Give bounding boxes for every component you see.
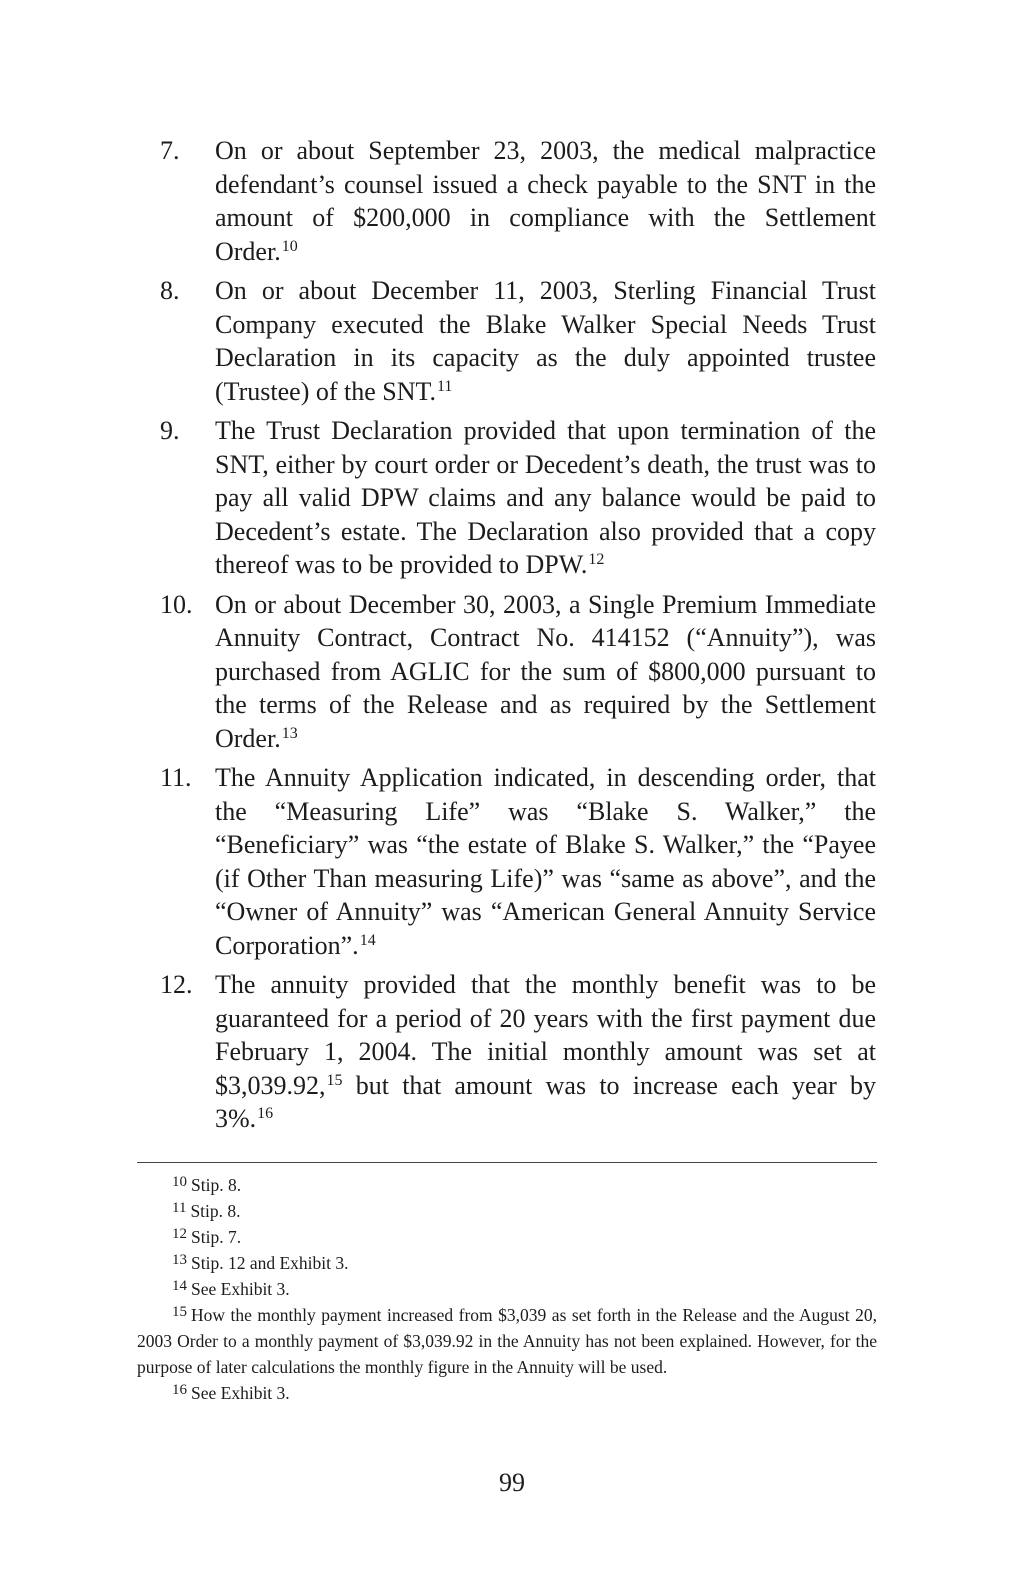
footnote-number: 11: [172, 1200, 187, 1216]
footnote-reference: 11: [436, 377, 453, 395]
footnote-reference: 15: [326, 1071, 343, 1089]
paragraph-text: [215, 968, 876, 1136]
paragraph-text: [215, 761, 876, 962]
footnote-text: See Exhibit 3.: [191, 1383, 290, 1403]
footnote-text: Stip. 8.: [190, 1201, 241, 1221]
footnote-number: 14: [172, 1278, 187, 1294]
footnote: [137, 1172, 877, 1198]
numbered-paragraphs: [160, 134, 876, 1142]
footnote-text: How the monthly payment increased from $3,039 as set forth in the Release and the August 20, 2003 Order to a monthly payment of $3,039.92 in the Annuity has not been explained. However, for the purpose of later calculations the monthly figure in the Annuity will be used.: [137, 1305, 877, 1377]
footnote-number: 16: [172, 1382, 187, 1398]
paragraph-text-segment: but that amount was to increase each year by 3%.: [215, 1070, 876, 1133]
paragraph-text: [215, 414, 876, 582]
numbered-paragraph: [160, 414, 876, 582]
footnote-number: 15: [172, 1304, 187, 1320]
paragraph-number: 11.: [160, 763, 192, 792]
footnote-number: 13: [172, 1252, 187, 1268]
footnote: [137, 1380, 877, 1406]
footnote: [137, 1276, 877, 1302]
footnote-number: 12: [172, 1226, 187, 1242]
page-number: 99: [499, 1468, 525, 1497]
footnote-separator: [137, 1162, 877, 1163]
numbered-paragraph: [160, 761, 876, 962]
paragraph-text-segment: On or about September 23, 2003, the medical malpractice defendant’s counsel issued a check payable to the SNT in the amount of $200,000 in compliance with the Settlement Order.: [215, 136, 876, 266]
numbered-paragraph: [160, 968, 876, 1136]
paragraph-number: 8.: [160, 276, 180, 305]
paragraph-number: 7.: [160, 136, 180, 165]
footnote-reference: 14: [359, 931, 376, 949]
footnote: [137, 1224, 877, 1250]
paragraph-text: [215, 134, 876, 268]
numbered-paragraph: [160, 134, 876, 268]
footnote-reference: 12: [588, 551, 605, 568]
paragraph-number: 10.: [160, 589, 193, 619]
footnote-reference: 13: [281, 724, 298, 742]
footnote-text: Stip. 12 and Exhibit 3.: [191, 1253, 349, 1273]
paragraph-text-segment: The Annuity Application indicated, in descending order, that the “Measuring Life” was “Blake S. Walker,” the “Beneficiary” was “the estate of Blake S. Walker,” the “Payee (if Other Than measuring Life)” was “same as above”, and the “Owner of Annuity” was “American General Annuity Service Corporation”.: [215, 763, 876, 960]
numbered-paragraph: [160, 588, 876, 756]
footnote-reference: 10: [281, 237, 298, 255]
paragraph-text-segment: The annuity provided that the monthly benefit was to be guaranteed for a period of 20 years with the first payment due February 1, 2004. The initial monthly amount was set at $3,039.92,: [215, 970, 876, 1100]
paragraph-number: 12.: [160, 970, 193, 999]
footnotes: [137, 1172, 877, 1406]
footnote: [137, 1302, 877, 1380]
footnote-text: Stip. 8.: [191, 1175, 242, 1195]
footnote: [137, 1250, 877, 1276]
paragraph-text-segment: On or about December 11, 2003, Sterling Financial Trust Company executed the Blake Walker Special Needs Trust Declaration in its capacity as the duly appointed trustee (Trustee) of the SNT.: [215, 276, 876, 406]
footnote-reference: 16: [257, 1105, 274, 1122]
paragraph-text: [215, 588, 876, 756]
paragraph-text-segment: The Trust Declaration provided that upon termination of the SNT, either by court order or Decedent’s death, the trust was to pay all valid DPW claims and any balance would be paid to Decedent’s estate. The Declaration also provided that a copy thereof was to be provided to DPW.: [215, 416, 876, 579]
footnote: [137, 1198, 877, 1224]
footnote-text: See Exhibit 3.: [191, 1279, 290, 1299]
paragraph-number: 9.: [160, 416, 180, 445]
footnote-number: 10: [172, 1174, 187, 1190]
footnote-text: Stip. 7.: [191, 1227, 242, 1247]
paragraph-text-segment: On or about December 30, 2003, a Single Premium Immediate Annuity Contract, Contract No. 414152 (“Annuity”), was purchased from AGLIC for the sum of $800,000 pursuant to the terms of the Release and as required by the Settlement Order.: [215, 589, 876, 753]
paragraph-text: [215, 274, 876, 408]
numbered-paragraph: [160, 274, 876, 408]
